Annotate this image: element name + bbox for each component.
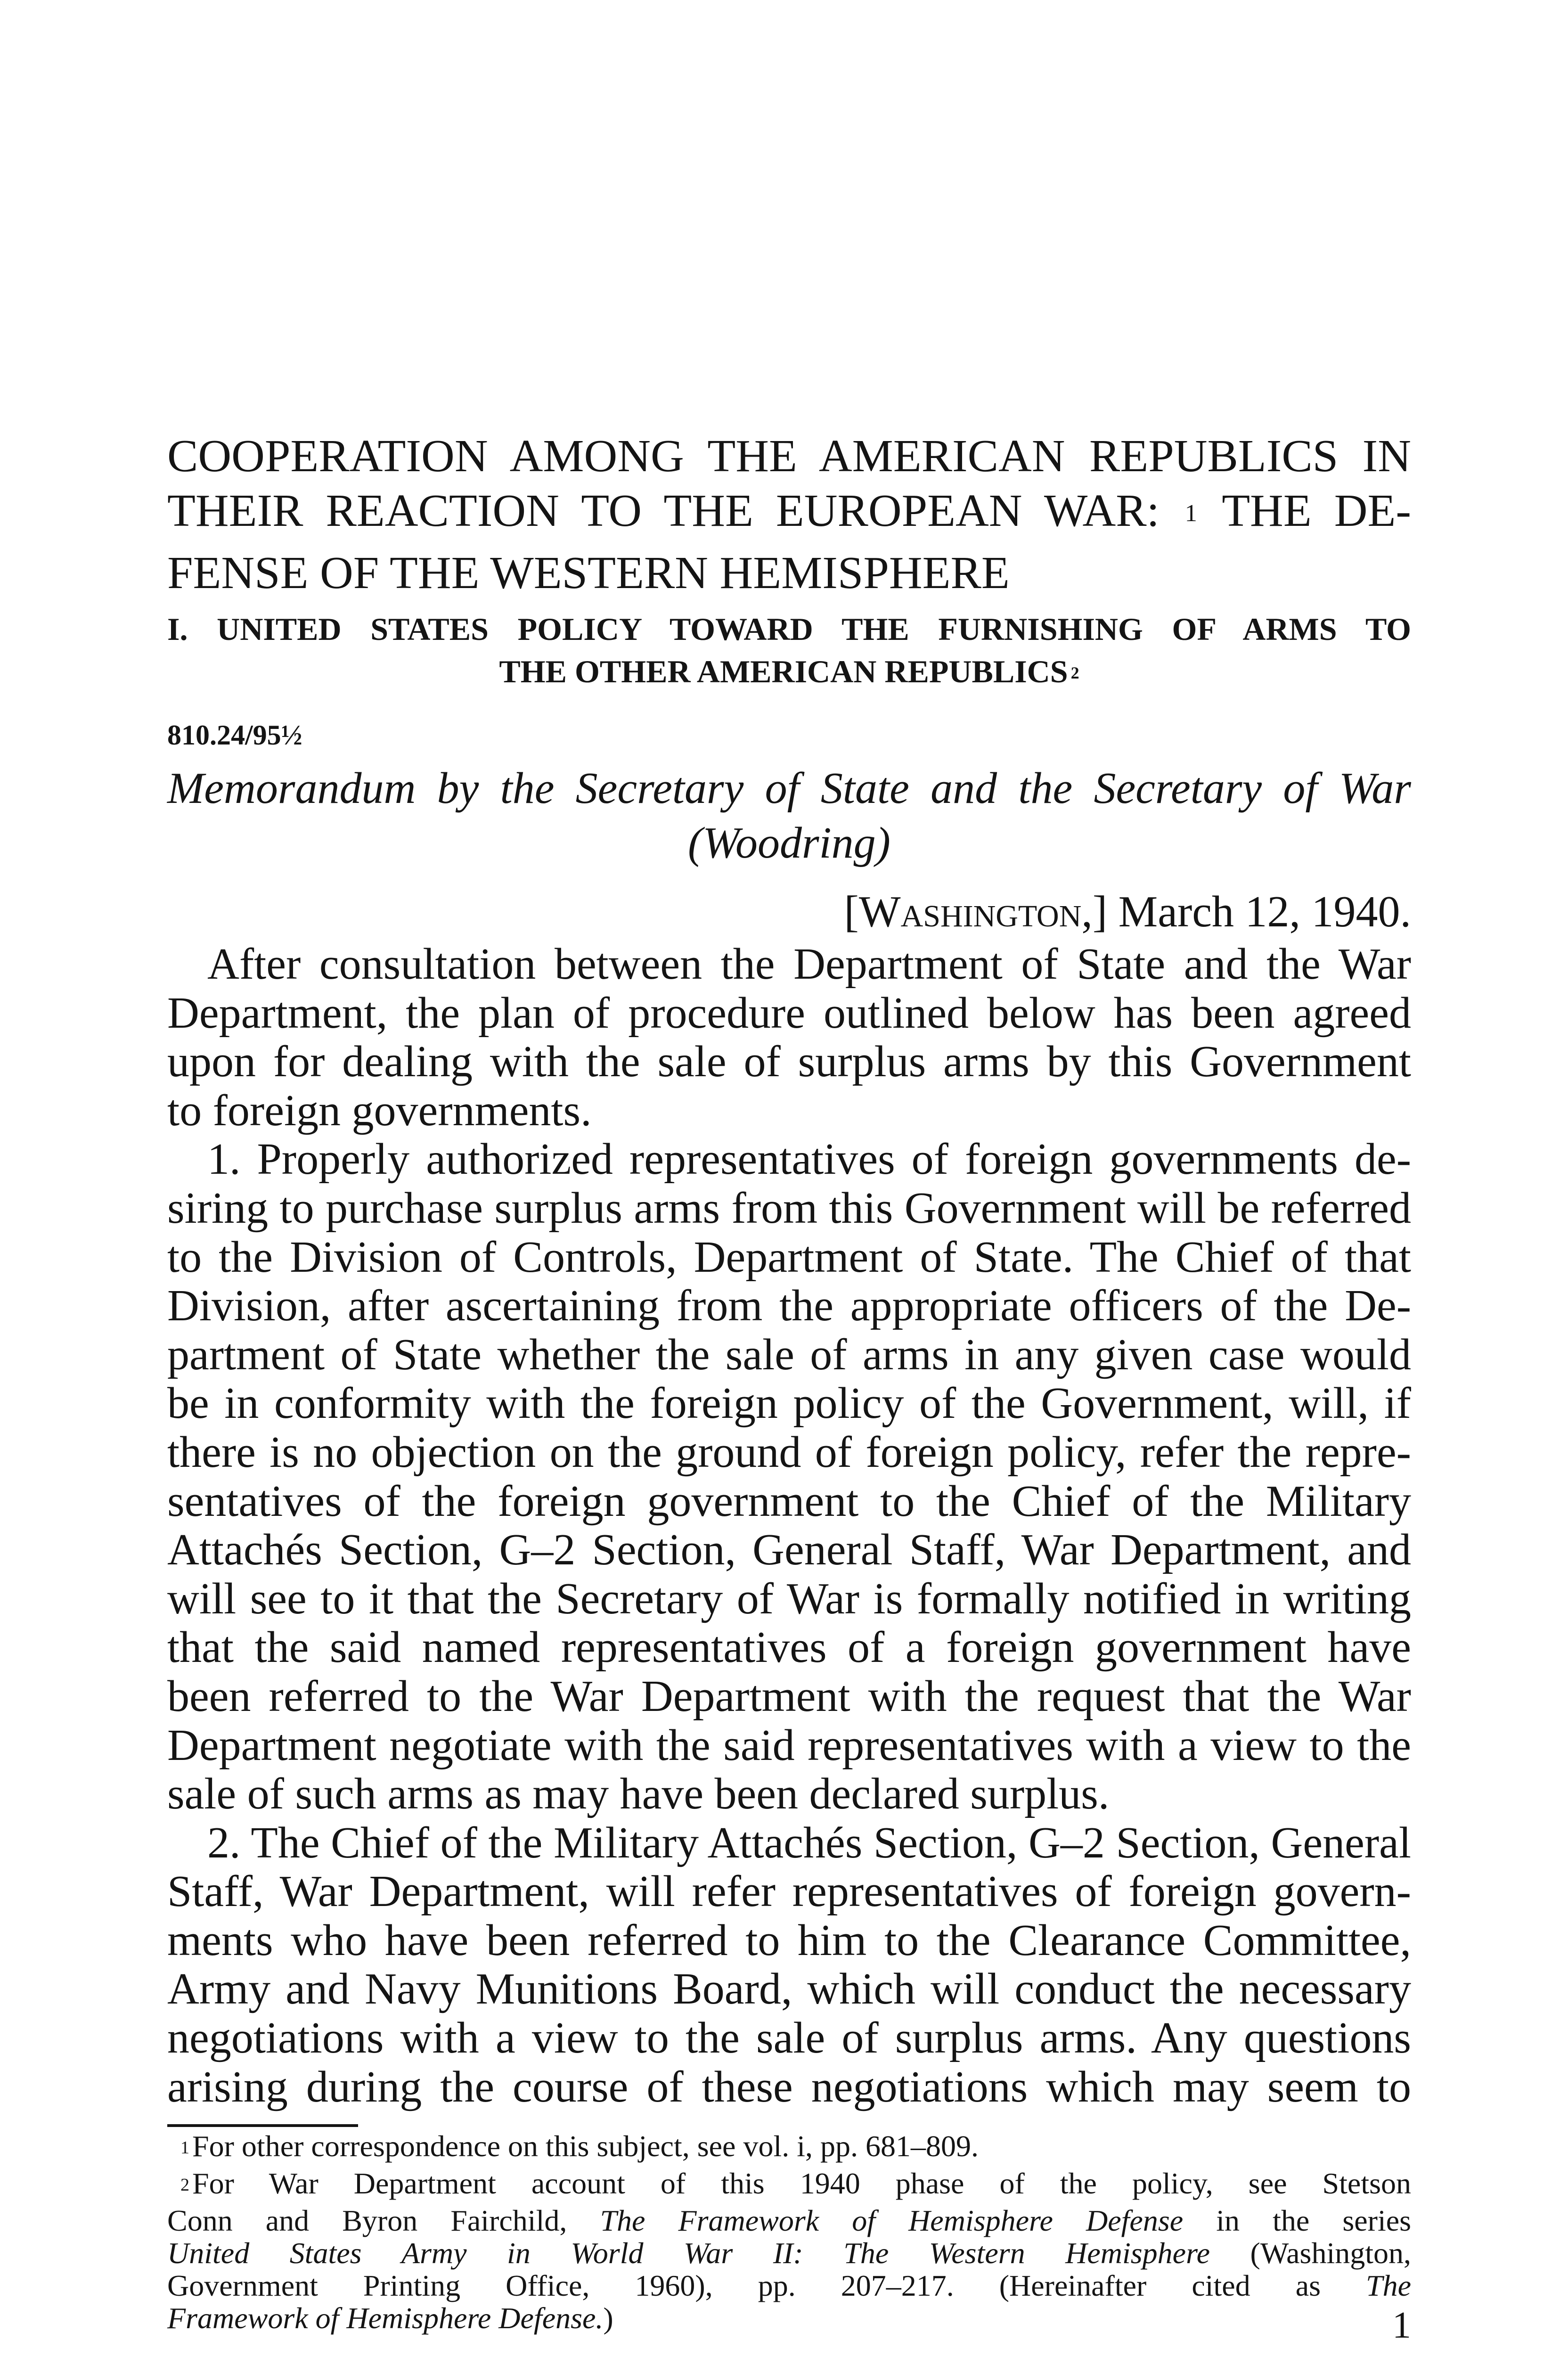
body-line: be in conformity with the foreign policy of the Government, will, if (167, 1379, 1411, 1428)
title-line (167, 483, 1411, 546)
body-line: partment of State whether the sale of arms in any given case would (167, 1330, 1411, 1379)
memo-heading-line: Memorandum by the Secretary of State and the Secretary of War (167, 764, 1411, 813)
body-line: siring to purchase surplus arms from this Government will be referred (167, 1183, 1411, 1233)
footnote-divider (167, 2124, 358, 2127)
footnote-text: ) (603, 2301, 613, 2335)
footnote-line (167, 2237, 1411, 2269)
body-line: that the said named representatives of a foreign government have (167, 1623, 1411, 1672)
dateline-place: [Washington,] (844, 887, 1108, 936)
footnote-line (167, 2302, 1411, 2334)
body-line: upon for dealing with the sale of surplus arms by this Government (167, 1037, 1411, 1087)
body-line: Division, after ascertaining from the appropriate officers of the De- (167, 1281, 1411, 1331)
footnote-text: in the series (1216, 2204, 1412, 2237)
body-line: been referred to the War Department with the request that the War (167, 1671, 1411, 1721)
footnote-text: (Washington, (1250, 2236, 1412, 2270)
body-line: sale of such arms as may have been declared surplus. (167, 1769, 1110, 1819)
dateline (167, 886, 1411, 938)
title-text: THEIR REACTION TO THE EUROPEAN WAR: (167, 485, 1160, 536)
footnote-2 (167, 2167, 1411, 2204)
citation-title: Framework of Hemisphere Defense. (167, 2301, 604, 2335)
footnote-line (167, 2269, 1411, 2302)
title-line: FENSE OF THE WESTERN HEMISPHERE (167, 548, 1010, 598)
page-number: 1 (1392, 2305, 1411, 2346)
body-line: Department negotiate with the said representatives with a view to the (167, 1720, 1411, 1770)
footnote-ref[interactable]: 1 (1184, 500, 1197, 527)
citation-title: The (1366, 2269, 1412, 2302)
body-line: will see to it that the Secretary of War is formally notified in writing (167, 1574, 1411, 1623)
footnote-text: For War Department account of this 1940 phase of the policy, see Stetson (192, 2167, 1411, 2200)
footnote-mark: 1 (180, 2138, 189, 2158)
memo-body (167, 940, 1411, 2111)
body-line: Department, the plan of procedure outlined below has been agreed (167, 988, 1411, 1038)
footnote-text: For other correspondence on this subject, see vol. i, pp. 681–809. (192, 2129, 979, 2163)
body-line: ments who have been referred to him to the Clearance Committee, (167, 1915, 1411, 1965)
body-line: 2. The Chief of the Military Attachés Section, G–2 Section, General (207, 1818, 1411, 1867)
footnote-line (167, 2204, 1411, 2237)
title-text: THE DE- (1222, 485, 1411, 536)
memo-heading (167, 761, 1411, 870)
body-line: sentatives of the foreign government to the Chief of the Military (167, 1476, 1411, 1526)
citation-title: The Framework of Hemisphere Defense (600, 2204, 1184, 2237)
file-number: 810.24/95½ (167, 720, 302, 751)
citation-title: United States Army in World War II: The Western Hemisphere (167, 2236, 1210, 2270)
body-line: to the Division of Controls, Department of State. The Chief of that (167, 1232, 1411, 1282)
body-line: After consultation between the Department of State and the War (207, 940, 1411, 989)
body-line: to foreign governments. (167, 1086, 592, 1135)
section-heading (167, 608, 1411, 698)
body-line: Army and Navy Munitions Board, which will conduct the necessary (167, 1964, 1411, 2014)
body-line: there is no objection on the ground of foreign policy, refer the repre- (167, 1427, 1411, 1477)
body-line: arising during the course of these negotiations which may seem to (167, 2062, 1411, 2111)
section-heading-line (167, 650, 1411, 698)
chapter-title (167, 429, 1411, 600)
section-heading-text: THE OTHER AMERICAN REPUBLICS (499, 654, 1068, 689)
dateline-date: March 12, 1940. (1118, 887, 1411, 936)
body-line: Attachés Section, G–2 Section, General Staff, War Department, and (167, 1525, 1411, 1575)
body-line: Staff, War Department, will refer representatives of foreign govern- (167, 1867, 1411, 1916)
footnote-mark: 2 (180, 2175, 189, 2195)
body-line: 1. Properly authorized representatives of foreign governments de- (207, 1135, 1411, 1184)
footnote-text: Government Printing Office, 1960), pp. 207–217. (Hereinafter cited as (167, 2269, 1321, 2302)
footnote-1 (167, 2130, 1411, 2167)
footnote-text: Conn and Byron Fairchild, (167, 2204, 567, 2237)
section-heading-line: I. UNITED STATES POLICY TOWARD THE FURNISHING OF ARMS TO (167, 611, 1411, 647)
footnotes (167, 2130, 1411, 2334)
memo-heading-line: (Woodring) (688, 818, 890, 867)
title-line: COOPERATION AMONG THE AMERICAN REPUBLICS IN (167, 431, 1411, 482)
footnote-ref[interactable]: 2 (1070, 663, 1079, 682)
body-line: negotiations with a view to the sale of surplus arms. Any questions (167, 2013, 1411, 2063)
